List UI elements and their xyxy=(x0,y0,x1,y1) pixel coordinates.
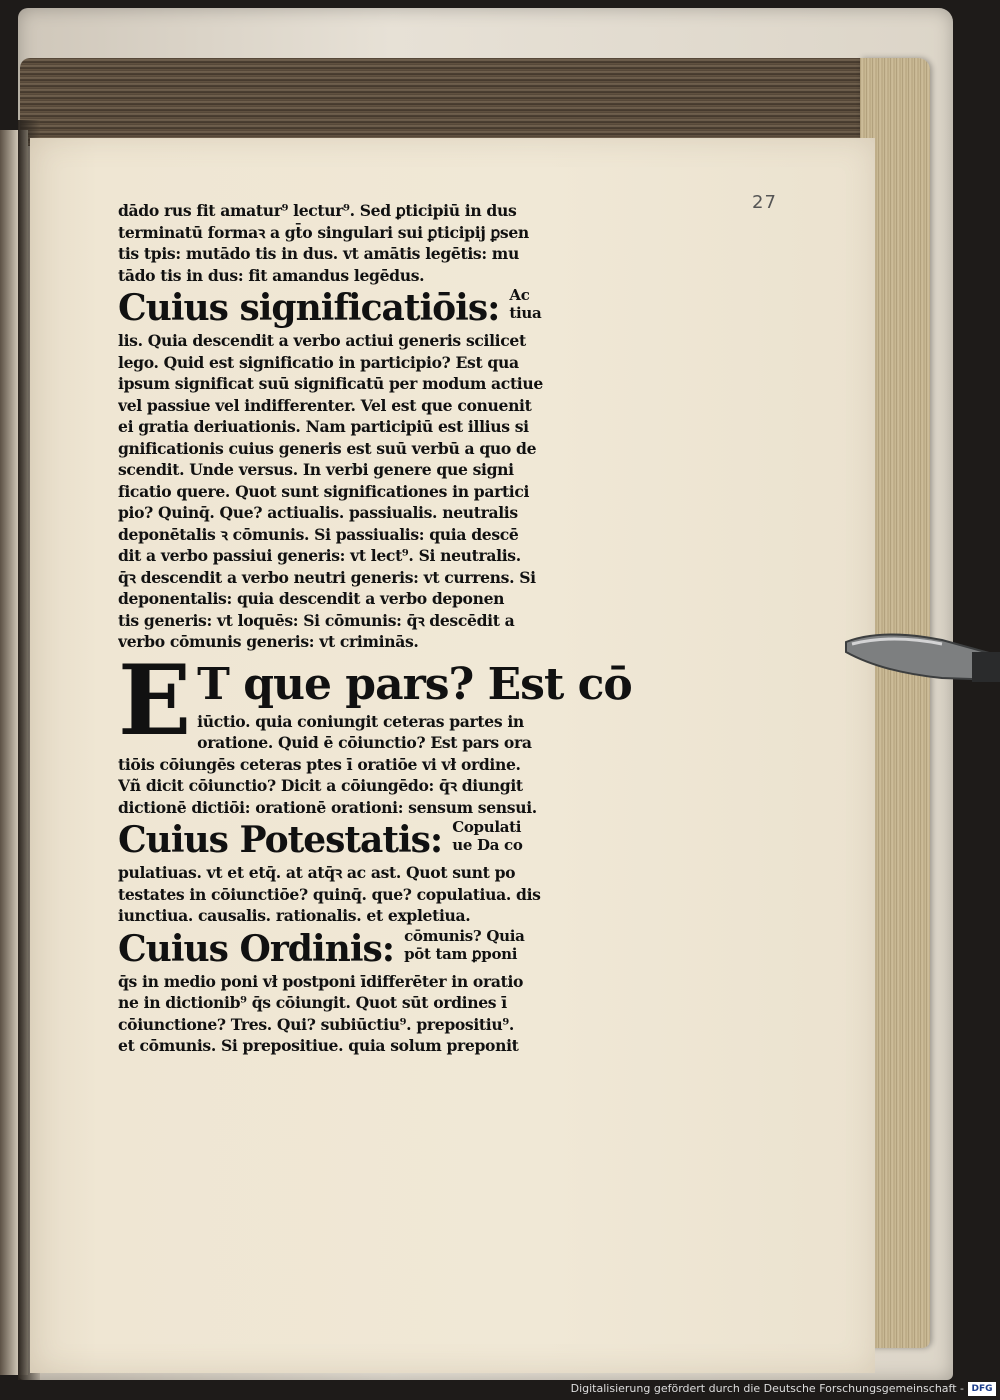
text-line: lis. Quia descendit a verbo actiui generis scilicet xyxy=(118,331,526,350)
text-line: scendit. Unde versus. In verbi genere que signi xyxy=(118,460,514,479)
text-line: ne in dictionib⁹ q̄s cōiungit. Quot sūt ordines ī xyxy=(118,993,507,1012)
text-line: verbo cōmunis generis: vt criminās. xyxy=(118,632,419,651)
text-line: gnificationis cuius generis est suū verbū a quo de xyxy=(118,438,537,458)
paragraph-ordinis xyxy=(118,971,658,1057)
text-line: vel passiue vel indifferenter. Vel est que conuenit xyxy=(118,395,532,415)
heading-note-line: tiua xyxy=(509,304,542,322)
paragraph-participle-formation xyxy=(118,200,658,286)
text-line: iunctiua. causalis. rationalis. et expletiua. xyxy=(118,906,471,925)
text-line: tis generis: vt loquēs: Si cōmunis: q̄ꝛ descēdit a xyxy=(118,610,515,630)
section-coniunctio xyxy=(118,643,658,819)
heading-title: Cuius significatiōis: xyxy=(118,287,500,329)
paragraph-potestatis xyxy=(118,862,658,927)
text-line: iūctio. quia coniungit ceteras partes in xyxy=(197,711,524,731)
heading-note-line: pōt tam ꝑponi xyxy=(404,944,518,963)
heading-note xyxy=(404,927,524,963)
paragraph-significationis xyxy=(118,330,658,653)
heading-title: Cuius Ordinis: xyxy=(118,927,395,970)
text-line: terminatū formaꝛ a gt̄o singulari sui ꝑticipij ꝑsen xyxy=(118,222,529,242)
text-line: oratione. Quid ē cōiunctio? Est pars ora xyxy=(197,733,532,752)
text-line: deponētalis ꝛ cōmunis. Si passiualis: quia descē xyxy=(118,524,519,544)
heading-que-pars: T que pars? Est cō xyxy=(197,658,632,710)
heading-title: Cuius Potestatis: xyxy=(118,819,443,861)
text-line: q̄s in medio poni vł postponi īdifferēter in oratio xyxy=(118,971,524,991)
text-line: tiōis cōiungēs ceteras ptes ī oratiōe vi vł ordine. xyxy=(118,754,521,774)
heading-note-line: Ac xyxy=(509,286,530,304)
text-line: ficatio quere. Quot sunt significationes in partici xyxy=(118,481,530,501)
text-line: pio? Quinq̄. Que? actiualis. passiualis. neutralis xyxy=(118,503,518,522)
text-line: dādo rus fit amatur⁹ lectur⁹. Sed ꝑticipiū in dus xyxy=(118,201,517,220)
text-line: ipsum significat suū significatū per modum actiue xyxy=(118,374,543,393)
digitization-credit: Digitalisierung gefördert durch die Deutsche Forschungsgemeinschaft - xyxy=(570,1382,964,1395)
heading-note-line: Copulati xyxy=(452,818,522,836)
page-pointer-tool xyxy=(842,622,1000,686)
text-line: ei gratia deriuationis. Nam participiū est illius si xyxy=(118,417,529,436)
drop-initial: E xyxy=(118,643,192,757)
heading-note xyxy=(452,818,522,854)
heading-note-line: ue Da co xyxy=(452,836,523,854)
heading-potestatis xyxy=(118,818,658,862)
text-line: cōiunctione? Tres. Qui? subiūctiu⁹. prepositiu⁹. xyxy=(118,1014,514,1034)
text-line: pulatiuas. vt et etq̄. at atq̄ꝛ ac ast. Quot sunt po xyxy=(118,863,516,882)
text-block xyxy=(118,200,658,1057)
text-line: deponentalis: quia descendit a verbo deponen xyxy=(118,589,505,608)
text-line: et cōmunis. Si prepositiue. quia solum preponit xyxy=(118,1036,519,1055)
text-line: dictionē dictiōi: orationē orationi: sensum sensui. xyxy=(118,797,537,817)
folio-number: 27 xyxy=(752,192,777,213)
text-line: testates in cōiunctiōe? quinq̄. que? copulatiua. dis xyxy=(118,884,541,904)
heading-significationis xyxy=(118,286,658,330)
page-top-edges xyxy=(20,58,920,146)
text-line: tādo tis in dus: fit amandus legēdus. xyxy=(118,265,425,285)
text-line: q̄ꝛ descendit a verbo neutri generis: vt currens. Si xyxy=(118,567,536,587)
heading-note-line: cōmunis? Quia xyxy=(404,926,525,945)
heading-ordinis xyxy=(118,927,658,971)
text-line: tis tpis: mutādo tis in dus. vt amātis legētis: mu xyxy=(118,244,519,263)
heading-note xyxy=(509,286,541,322)
dfg-logo: DFG xyxy=(968,1382,996,1396)
text-line: dit a verbo passiui generis: vt lect⁹. Si neutralis. xyxy=(118,546,521,565)
text-line: Vñ dicit cōiunctio? Dicit a cōiungēdo: q̄ꝛ diungit xyxy=(118,776,523,795)
text-line: lego. Quid est significatio in participio? Est qua xyxy=(118,352,519,372)
